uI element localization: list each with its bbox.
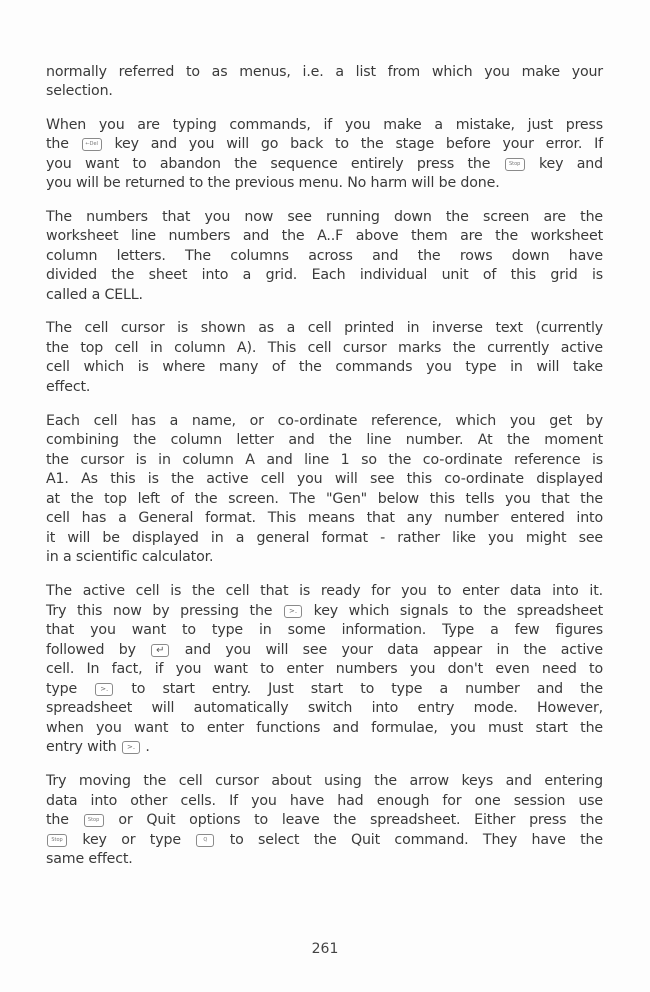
text-line: you will be returned to the previous menu. No harm will be done.	[46, 175, 500, 191]
text-line	[46, 810, 603, 830]
text-line: in a scientific calculator.	[46, 549, 214, 565]
text-line: Try moving the cell cursor about using the arrow keys and entering	[46, 773, 603, 789]
text-line: cell has a General format. This means that any number entered into	[46, 510, 603, 526]
text-line: divided the sheet into a grid. Each individual unit of this grid is	[46, 267, 603, 283]
text-fragment: Try this now by pressing the	[46, 603, 273, 619]
enter-data-key-icon: >.	[122, 741, 140, 754]
text-line: The cell cursor is shown as a cell printed in inverse text (currently	[46, 320, 603, 336]
text-fragment: key or type	[82, 832, 181, 848]
text-line	[46, 737, 603, 757]
text-fragment: .	[145, 739, 150, 755]
text-line: The numbers that you now see running down the screen are the	[46, 209, 603, 225]
stop-key-icon: Stop	[505, 158, 525, 171]
text-line: worksheet line numbers and the A..F above them are the worksheet	[46, 228, 603, 244]
text-fragment: to start entry. Just start to type a number and the	[131, 681, 603, 697]
text-line	[46, 640, 603, 660]
text-line	[46, 830, 603, 850]
return-key-icon: ↵	[151, 644, 169, 657]
text-line	[46, 679, 603, 699]
text-fragment: you want to abandon the sequence entirely press the	[46, 156, 491, 172]
text-line: effect.	[46, 379, 91, 395]
text-fragment: the	[46, 136, 69, 152]
del-key-icon: ←Del	[82, 138, 102, 151]
text-fragment: type	[46, 681, 78, 697]
text-line: selection.	[46, 83, 113, 99]
text-fragment: or Quit options to leave the spreadsheet. Either press the	[118, 812, 603, 828]
text-line: same effect.	[46, 851, 133, 867]
text-line: A1. As this is the active cell you will see this co-ordinate displayed	[46, 471, 603, 487]
text-fragment: key and	[538, 156, 603, 172]
stop-key-icon: Stop	[47, 834, 67, 847]
text-line: cell. In fact, if you want to enter numbers you don't even need to	[46, 661, 603, 677]
text-fragment: to select the Quit command. They have the	[229, 832, 603, 848]
q-key-icon: Q	[196, 834, 214, 847]
enter-data-key-icon: >.	[284, 605, 302, 618]
text-line: that you want to type in some information. Type a few figures	[46, 622, 603, 638]
text-line: The active cell is the cell that is ready for you to enter data into it.	[46, 583, 603, 599]
text-line: Each cell has a name, or co-ordinate reference, which you get by	[46, 413, 603, 429]
text-fragment: entry with	[46, 739, 117, 755]
text-line	[46, 154, 603, 174]
page-number: 261	[311, 941, 339, 957]
text-fragment: the	[46, 812, 69, 828]
text-fragment: followed by	[46, 642, 136, 658]
text-line	[46, 601, 603, 621]
text-fragment: and you will see your data appear in the active	[184, 642, 603, 658]
text-line: combining the column letter and the line number. At the moment	[46, 432, 603, 448]
text-line: the cursor is in column A and line 1 so the co-ordinate reference is	[46, 452, 603, 468]
text-line: When you are typing commands, if you make a mistake, just press	[46, 117, 603, 133]
text-line: the top cell in column A). This cell cursor marks the currently active	[46, 340, 603, 356]
stop-key-icon: Stop	[84, 814, 104, 827]
text-line: at the top left of the screen. The "Gen" below this tells you that the	[46, 491, 603, 507]
text-line: it will be displayed in a general format - rather like you might see	[46, 530, 603, 546]
text-line: data into other cells. If you have had enough for one session use	[46, 793, 603, 809]
text-line: normally referred to as menus, i.e. a list from which you make your	[46, 64, 603, 80]
text-line: called a CELL.	[46, 287, 143, 303]
text-fragment: key which signals to the spreadsheet	[313, 603, 603, 619]
text-line: spreadsheet will automatically switch into entry mode. However,	[46, 700, 603, 716]
text-line	[46, 134, 603, 154]
text-line: column letters. The columns across and the rows down have	[46, 248, 603, 264]
enter-data-key-icon: >.	[95, 683, 113, 696]
text-line: cell which is where many of the commands you type in will take	[46, 359, 603, 375]
text-fragment: key and you will go back to the stage before your error. If	[114, 136, 603, 152]
text-line: when you want to enter functions and formulae, you must start the	[46, 720, 603, 736]
